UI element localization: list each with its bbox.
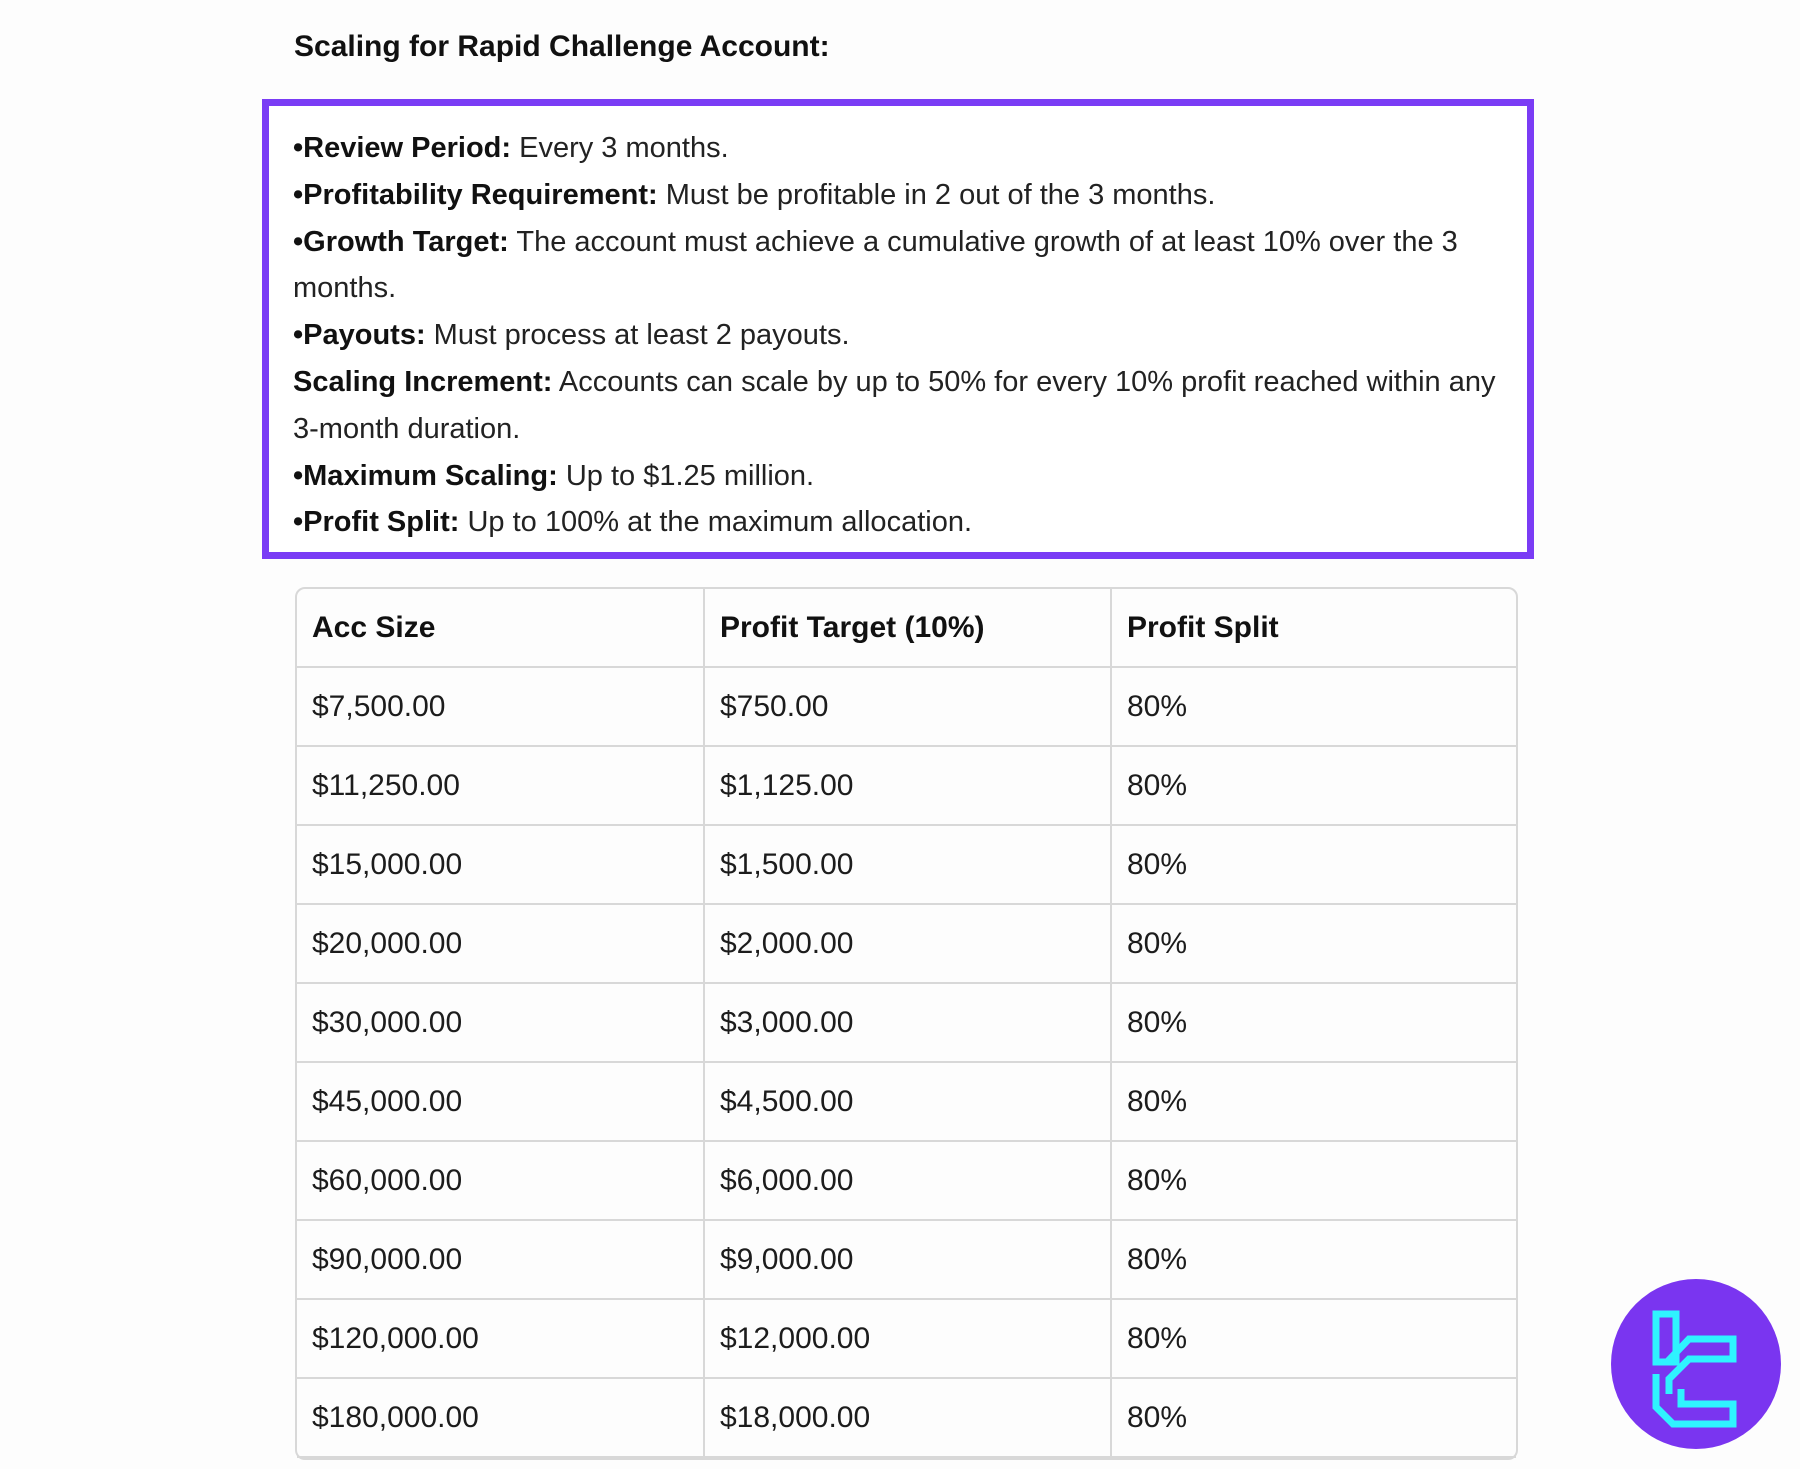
rule-item xyxy=(293,219,1507,313)
cell-profit-split: 80% xyxy=(1112,984,1516,1063)
cell-profit-target: $12,000.00 xyxy=(705,1300,1112,1379)
cell-acc-size: $90,000.00 xyxy=(297,1221,705,1300)
rule-item xyxy=(293,172,1507,219)
rule-label: •Maximum Scaling: xyxy=(293,459,558,492)
rule-text: The account must achieve a cumulative growth of at least 10% over the 3 months. xyxy=(293,225,1466,305)
cell-profit-split: 80% xyxy=(1112,1300,1516,1379)
table-row xyxy=(297,984,1516,1063)
cell-profit-target: $1,125.00 xyxy=(705,747,1112,826)
cell-profit-target: $1,500.00 xyxy=(705,826,1112,905)
cell-acc-size: $45,000.00 xyxy=(297,1063,705,1142)
cell-profit-split: 80% xyxy=(1112,1379,1516,1458)
header-profit-target: Profit Target (10%) xyxy=(705,589,1112,668)
cell-profit-target: $4,500.00 xyxy=(705,1063,1112,1142)
header-profit-split: Profit Split xyxy=(1112,589,1516,668)
cell-profit-split: 80% xyxy=(1112,1142,1516,1221)
cell-profit-split: 80% xyxy=(1112,826,1516,905)
cell-profit-target: $2,000.00 xyxy=(705,905,1112,984)
cell-acc-size: $11,250.00 xyxy=(297,747,705,826)
cell-profit-target: $9,000.00 xyxy=(705,1221,1112,1300)
cell-profit-split: 80% xyxy=(1112,905,1516,984)
rule-label: •Profit Split: xyxy=(293,506,460,539)
cell-profit-target: $750.00 xyxy=(705,668,1112,747)
cell-acc-size: $180,000.00 xyxy=(297,1379,705,1458)
cell-acc-size: $20,000.00 xyxy=(297,905,705,984)
rule-label: •Profitability Requirement: xyxy=(293,178,658,211)
rule-item xyxy=(293,499,1507,546)
rule-text: Must process at least 2 payouts. xyxy=(425,319,850,352)
table-row xyxy=(297,1063,1516,1142)
rule-label: •Payouts: xyxy=(293,319,426,352)
cell-acc-size: $120,000.00 xyxy=(297,1300,705,1379)
rule-item xyxy=(293,312,1507,359)
table-row xyxy=(297,668,1516,747)
table-row xyxy=(297,1142,1516,1221)
rule-label: •Growth Target: xyxy=(293,225,509,258)
table-row xyxy=(297,747,1516,826)
cell-profit-target: $3,000.00 xyxy=(705,984,1112,1063)
table-header-row xyxy=(297,589,1516,668)
rule-text: Every 3 months. xyxy=(511,132,729,164)
rule-text: Accounts can scale by up to 50% for every 10% profit reached within any 3-month duration. xyxy=(293,365,1504,445)
rule-text: Up to $1.25 million. xyxy=(557,459,815,492)
table-row xyxy=(297,1300,1516,1379)
cell-profit-target: $6,000.00 xyxy=(705,1142,1112,1221)
brand-logo xyxy=(1611,1279,1781,1449)
rule-label: •Review Period: xyxy=(293,132,512,164)
cell-profit-split: 80% xyxy=(1112,1221,1516,1300)
rule-text: Up to 100% at the maximum allocation. xyxy=(459,506,973,539)
header-acc-size: Acc Size xyxy=(297,589,705,668)
table-row xyxy=(297,1221,1516,1300)
table-row xyxy=(297,905,1516,984)
cell-acc-size: $60,000.00 xyxy=(297,1142,705,1221)
section-title: Scaling for Rapid Challenge Account: xyxy=(294,30,830,63)
rule-item xyxy=(293,453,1507,500)
table-row xyxy=(297,1379,1516,1458)
rule-label: Scaling Increment: xyxy=(293,365,553,398)
table-row xyxy=(297,826,1516,905)
scaling-table xyxy=(295,587,1518,1460)
rule-item xyxy=(293,359,1507,453)
scaling-rules-box xyxy=(262,99,1534,559)
rule-text: Must be profitable in 2 out of the 3 months. xyxy=(657,178,1216,211)
rule-item xyxy=(293,125,1507,172)
cell-acc-size: $30,000.00 xyxy=(297,984,705,1063)
cell-acc-size: $15,000.00 xyxy=(297,826,705,905)
cell-profit-split: 80% xyxy=(1112,747,1516,826)
cell-profit-split: 80% xyxy=(1112,1063,1516,1142)
cell-acc-size: $7,500.00 xyxy=(297,668,705,747)
logo-icon xyxy=(1611,1279,1781,1449)
cell-profit-target: $18,000.00 xyxy=(705,1379,1112,1458)
rules-list xyxy=(293,125,1507,546)
cell-profit-split: 80% xyxy=(1112,668,1516,747)
